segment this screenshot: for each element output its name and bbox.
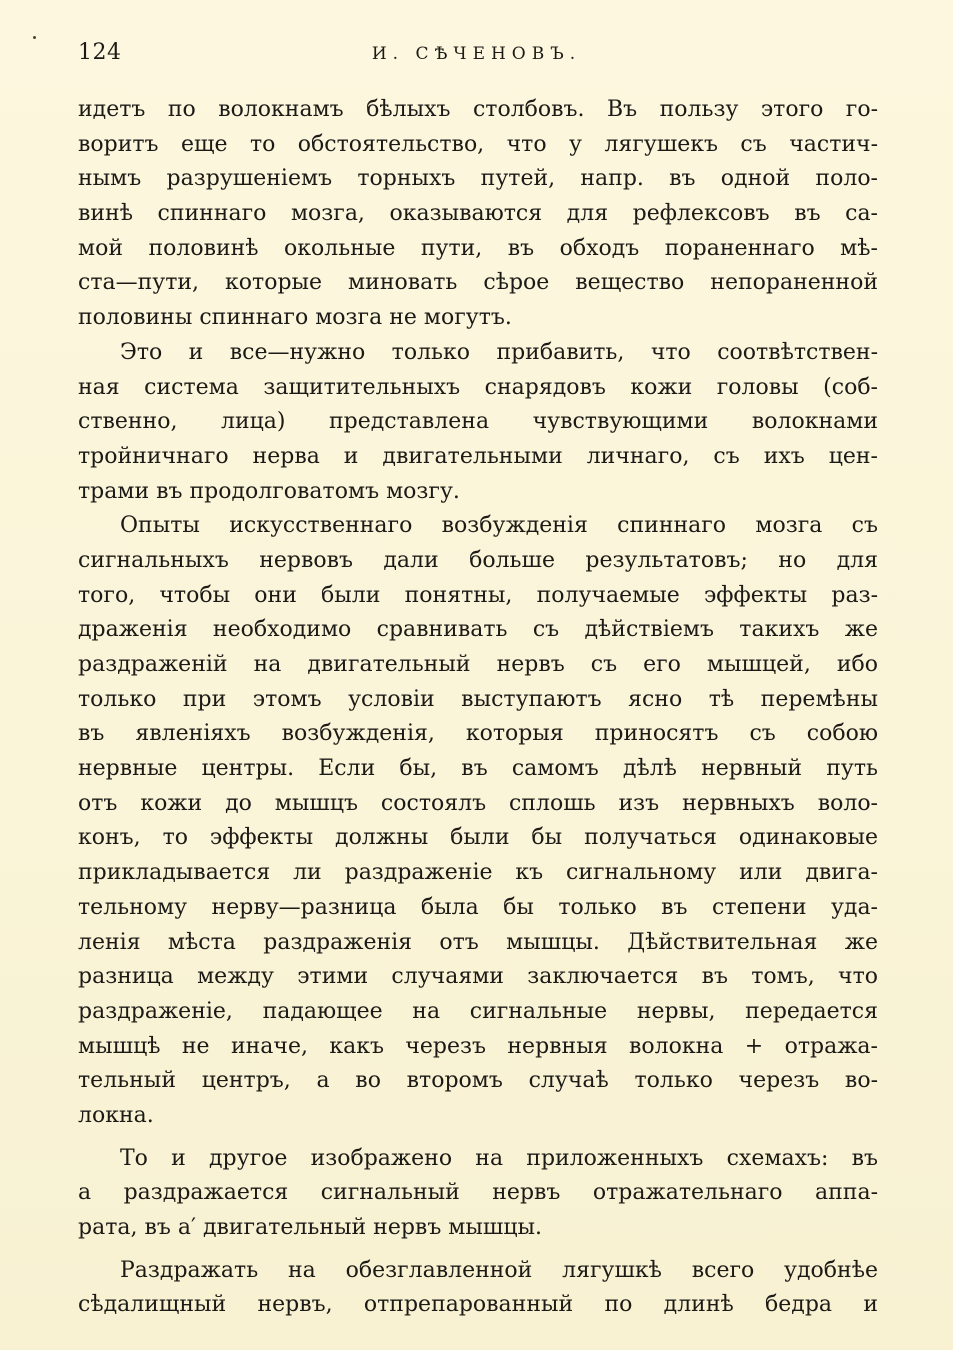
- text-line: драженія необходимо сравнивать съ дѣйствіемъ такихъ же: [78, 617, 878, 643]
- paragraph: [78, 509, 878, 1133]
- text-line: половины спиннаго мозга не могутъ.: [78, 305, 512, 331]
- text-line: тройничнаго нерва и двигательными личнаго, съ ихъ цен-: [78, 443, 878, 469]
- page-number: 124: [78, 40, 122, 65]
- text-line: локна.: [78, 1102, 154, 1128]
- text-line: ственно, лица) представлена чувствующими волокнами: [78, 409, 878, 435]
- paper-speck: [33, 36, 36, 39]
- text-line: Опыты искусственнаго возбужденія спиннаго мозга съ: [120, 513, 878, 539]
- paragraph-gap: [78, 1134, 878, 1142]
- text-line: раздраженіе, падающее на сигнальные нервы, передается: [78, 998, 878, 1024]
- running-head: И. СѢЧЕНОВЪ.: [371, 44, 582, 64]
- paragraph: [78, 1254, 878, 1323]
- text-line: сѣдалищный нервъ, отпрепарованный по длинѣ бедра и: [78, 1292, 878, 1318]
- text-line: тельному нерву—разница была бы только въ степени уда-: [78, 894, 878, 920]
- paragraph-gap: [78, 1246, 878, 1254]
- text-line: сигнальныхъ нервовъ дали больше результатовъ; но для: [78, 547, 878, 573]
- text-line: винѣ спиннаго мозга, оказываются для рефлексовъ въ са-: [78, 201, 878, 227]
- text-line: ная система защитительныхъ снарядовъ кожи головы (соб-: [78, 374, 878, 400]
- text-line: конъ, то эффекты должны были бы получаться одинаковые: [78, 825, 878, 851]
- text-line: мой половинѣ окольные пути, въ обходъ пораненнаго мѣ-: [78, 235, 878, 261]
- text-line: только при этомъ условіи выступаютъ ясно тѣ перемѣны: [78, 686, 878, 712]
- text-line: тельный центръ, а во второмъ случаѣ только черезъ во-: [78, 1068, 878, 1094]
- text-line: того, чтобы они были понятны, получаемые эффекты раз-: [78, 582, 878, 608]
- text-line: То и другое изображено на приложенныхъ схемахъ: въ: [120, 1145, 878, 1171]
- text-line: рата, въ a′ двигательный нервъ мышцы.: [78, 1215, 543, 1240]
- text-line: Раздражать на обезглавленной лягушкѣ всего удобнѣе: [120, 1257, 878, 1283]
- text-line: воритъ еще то обстоятельство, что у лягушекъ съ частич-: [78, 131, 878, 157]
- text-line: трами въ продолговатомъ мозгу.: [78, 478, 460, 504]
- text-line: въ явленіяхъ возбужденія, которыя приносятъ съ собою: [78, 721, 878, 747]
- text-line: раздраженій на двигательный нервъ съ его мышцей, ибо: [78, 652, 878, 677]
- body-text: [78, 93, 878, 1323]
- text-line: нымъ разрушеніемъ торныхъ путей, напр. въ одной поло-: [78, 166, 878, 192]
- paragraph: [78, 336, 878, 509]
- text-line: Это и все—нужно только прибавить, что соотвѣтствен-: [120, 339, 878, 365]
- text-line: мышцѣ не иначе, какъ черезъ нервныя волокна + отража-: [78, 1033, 878, 1059]
- text-line: идетъ по волокнамъ бѣлыхъ столбовъ. Въ пользу этого го-: [78, 97, 878, 122]
- text-line: разница между этими случаями заключается въ томъ, что: [78, 964, 878, 990]
- paragraph: [78, 93, 878, 336]
- text-line: прикладывается ли раздраженіе къ сигнальному или двига-: [78, 860, 878, 886]
- page-header: [78, 36, 875, 76]
- paragraph: [78, 1142, 878, 1246]
- text-line: ленія мѣста раздраженія отъ мышцы. Дѣйствительная же: [78, 929, 878, 955]
- text-line: отъ кожи до мышцъ состоялъ сплошь изъ нервныхъ воло-: [78, 790, 878, 816]
- text-line: a раздражается сигнальный нервъ отражательнаго аппа-: [78, 1180, 878, 1206]
- text-line: ста—пути, которые миновать сѣрое вещество непораненной: [78, 270, 878, 296]
- text-line: нервные центры. Если бы, въ самомъ дѣлѣ нервный путь: [78, 756, 878, 782]
